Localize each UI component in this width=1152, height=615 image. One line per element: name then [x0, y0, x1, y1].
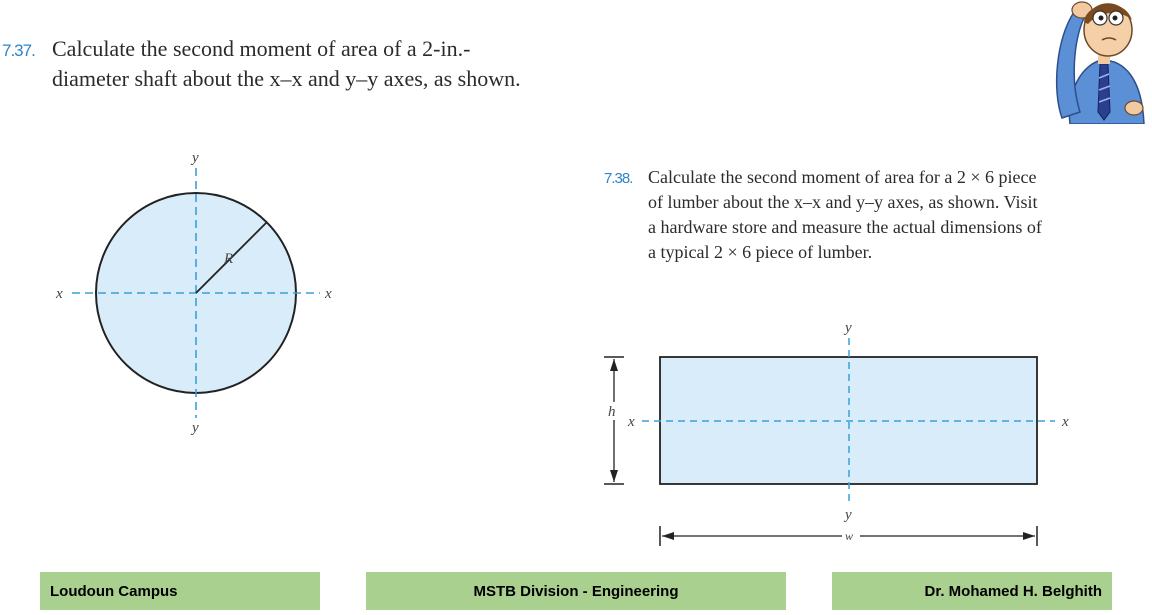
problem-number: 7.38.	[604, 170, 633, 187]
label-y-bottom: y	[192, 420, 199, 436]
problem-text-line: Calculate the second moment of area of a 2-in.-	[52, 36, 471, 61]
label-x-right: x	[1062, 414, 1069, 430]
footer-division: MSTB Division - Engineering	[366, 572, 786, 610]
problem-text-line: diameter shaft about the x–x and y–y axes, as shown.	[52, 66, 521, 91]
problem-text-line: of lumber about the x–x and y–y axes, as shown. Visit	[648, 192, 1038, 212]
footer-author: Dr. Mohamed H. Belghith	[832, 572, 1112, 610]
label-y-top: y	[192, 150, 199, 166]
footer-campus: Loudoun Campus	[40, 572, 320, 610]
label-y-bottom: y	[845, 507, 852, 523]
problem-text-line: a hardware store and measure the actual dimensions of	[648, 217, 1042, 237]
label-x-left: x	[628, 414, 635, 430]
label-y-top: y	[845, 320, 852, 336]
label-radius: R	[224, 251, 234, 267]
rectangle-figure	[604, 320, 1069, 546]
label-x-right: x	[325, 286, 332, 302]
thinking-man-icon	[1052, 0, 1152, 124]
arrow-left-icon	[662, 532, 674, 540]
problem-number: 7.37.	[2, 41, 35, 60]
problem-text-line: Calculate the second moment of area for a 2 × 6 piece	[648, 167, 1037, 187]
arrow-up-icon	[610, 359, 618, 371]
circle-figure	[55, 150, 332, 436]
problem-text-line: a typical 2 × 6 piece of lumber.	[648, 242, 873, 262]
label-h: h	[608, 404, 616, 420]
label-x-left: x	[56, 286, 63, 302]
label-w: w	[845, 529, 854, 543]
arrow-down-icon	[610, 470, 618, 482]
arrow-right-icon	[1023, 532, 1035, 540]
